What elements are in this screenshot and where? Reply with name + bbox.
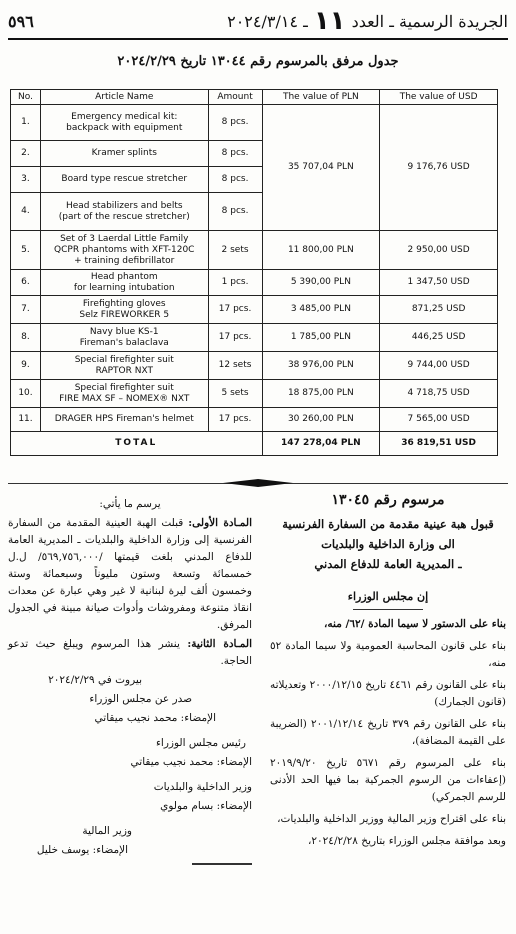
row-pln: 5 390,00 PLN — [262, 270, 380, 296]
decree-subject-line: قبول هبة عينية مقدمة من السفارة الفرنسية — [282, 517, 494, 531]
annex-title: جدول مرفق بالمرسوم رقم ١٣٠٤٤ تاريخ ٢٠٢٤/٢/٢٩ — [117, 54, 399, 69]
row-name — [40, 105, 208, 141]
row-no: 1. — [11, 105, 41, 141]
row-amount: 17 pcs. — [208, 324, 262, 352]
row-usd: 7 565,00 USD — [380, 408, 498, 432]
row-name — [40, 380, 208, 408]
signature-block — [8, 672, 252, 859]
table-row — [11, 352, 498, 380]
row-name-line: (part of the rescue stretcher) — [58, 211, 190, 222]
donation-table — [10, 89, 498, 456]
col-header-no: No. — [11, 90, 41, 105]
row-pln: 38 976,00 PLN — [262, 352, 380, 380]
row-usd: 1 347,50 USD — [380, 270, 498, 296]
row-amount: 5 sets — [208, 380, 262, 408]
row-name-line: Set of 3 Laerdal Little Family — [60, 233, 189, 244]
merged-pln-cell: 35 707,04 PLN — [262, 105, 380, 231]
interior-minister-title: وزير الداخلية والبلديات — [153, 781, 252, 793]
row-usd: 871,25 USD — [380, 296, 498, 324]
row-pln: 30 260,00 PLN — [262, 408, 380, 432]
row-no: 7. — [11, 296, 41, 324]
row-name-line: QCPR phantoms with XFT-120C — [54, 244, 195, 255]
decree-basis — [270, 616, 506, 850]
row-name — [40, 270, 208, 296]
basis-clause: بناء على القانون رقم ٣٧٩ تاريخ ٢٠٠١/١٢/١٤ (الضريبة على القيمة المضافة)، — [270, 718, 506, 747]
row-amount: 8 pcs. — [208, 105, 262, 141]
row-no: 3. — [11, 167, 41, 193]
row-name: DRAGER HPS Fireman's helmet — [40, 408, 208, 432]
place-date: بيروت في ٢٠٢٤/٢/٢٩ — [48, 674, 142, 686]
row-usd: 4 718,75 USD — [380, 380, 498, 408]
row-name: Board type rescue stretcher — [40, 167, 208, 193]
row-no: 2. — [11, 141, 41, 167]
row-no: 8. — [11, 324, 41, 352]
table-row — [11, 324, 498, 352]
article-1 — [8, 515, 252, 634]
row-name: Kramer splints — [40, 141, 208, 167]
issue-date: ـ ٢٠٢٤/٣/١٤ — [227, 11, 308, 31]
table-row — [11, 380, 498, 408]
decree-subject-line: الى وزارة الداخلية والبلديات — [321, 537, 455, 551]
divider-ornament — [223, 479, 293, 487]
row-name-line: RAPTOR NXT — [95, 365, 153, 376]
row-name-line: Head stabilizers and belts — [65, 200, 183, 211]
signature-line: الإمضاء: بسام مولوي — [160, 800, 252, 812]
row-usd: 2 950,00 USD — [380, 231, 498, 270]
row-pln: 3 485,00 PLN — [262, 296, 380, 324]
row-name — [40, 231, 208, 270]
finance-minister-title: وزير المالية — [82, 825, 132, 837]
row-name-line: Special firefighter suit — [74, 382, 174, 393]
table-row — [11, 296, 498, 324]
gazette-name: الجريدة الرسمية ـ العدد — [351, 11, 508, 31]
table-row — [11, 231, 498, 270]
total-row — [11, 432, 498, 456]
decree-title: مرسوم رقم ١٣٠٤٥ — [331, 492, 445, 508]
row-amount: 8 pcs. — [208, 193, 262, 231]
total-usd: 36 819,51 USD — [380, 432, 498, 456]
basis-clause: بناء على الدستور لا سيما المادة /٦٢/ منه، — [324, 618, 506, 630]
gazette-heading — [227, 6, 508, 36]
issued-by: صدر عن مجلس الوزراء — [89, 693, 192, 705]
basis-clause: بناء على قانون المحاسبة العمومية ولا سيما المادة ٥٢ منه، — [270, 640, 506, 669]
row-name — [40, 296, 208, 324]
row-amount: 12 sets — [208, 352, 262, 380]
row-amount: 17 pcs. — [208, 296, 262, 324]
row-name-line: Special firefighter suit — [74, 354, 174, 365]
decree-preamble-column — [270, 490, 506, 855]
col-header-pln: The value of PLN — [262, 90, 380, 105]
row-name-line: Navy blue KS-1 — [89, 326, 159, 337]
row-name-line: backpack with equipment — [66, 122, 183, 133]
table-row — [11, 408, 498, 432]
row-name-line: Fireman's balaclava — [79, 337, 169, 348]
row-no: 4. — [11, 193, 41, 231]
page-header — [8, 6, 508, 36]
article-2 — [8, 636, 252, 670]
section-divider — [0, 480, 516, 488]
row-no: 6. — [11, 270, 41, 296]
pm-title: رئيس مجلس الوزراء — [155, 737, 246, 749]
signature-line: الإمضاء: محمد نجيب ميقاتي — [94, 712, 216, 724]
row-no: 9. — [11, 352, 41, 380]
decree-articles-column — [8, 496, 252, 865]
col-header-amount: Amount — [208, 90, 262, 105]
row-name-line: Selz FIREWORKER 5 — [79, 309, 170, 320]
council-heading: إن مجلس الوزراء — [347, 590, 429, 603]
signature-line: الإمضاء: يوسف خليل — [36, 844, 128, 856]
header-rule — [8, 38, 508, 40]
decree-subject — [270, 514, 506, 574]
page-number: ٥٩٦ — [8, 11, 34, 31]
basis-clause: بناء على اقتراح وزير المالية ووزير الداخلية والبلديات، — [277, 813, 506, 825]
row-amount: 17 pcs. — [208, 408, 262, 432]
row-name-line: for learning intubation — [73, 282, 175, 293]
article-2-text: ينشر هذا المرسوم ويبلغ حيث تدعو الحاجة. — [8, 638, 252, 667]
row-name-line: Emergency medical kit: — [71, 111, 178, 122]
article-1-label: المـادة الأولى: — [188, 517, 252, 529]
row-name — [40, 324, 208, 352]
row-name — [40, 352, 208, 380]
row-name-line: + training defibrillator — [74, 255, 175, 266]
total-label: TOTAL — [11, 432, 263, 456]
end-ornament — [192, 863, 252, 865]
issue-number: ١١ — [313, 6, 346, 36]
row-pln: 11 800,00 PLN — [262, 231, 380, 270]
article-1-text: قبلت الهبة العينية المقدمة من السفارة الفرنسية إلى وزارة الداخلية والبلديات ـ المديرية العامة للدفاع المدني بلغت قيمتها /٥٦٩,٧٥٦,٠٠٠/ ل.ل خمسمائة وتسعة وستون مليوناً وسبعمائة وستة وخمسون ألف ليرة لبنانية لا غير وهي عبارة عن معدات انقاذ متنوعة ومفروشات وأدوات صيانة مبينة في الجدول المرفق. — [8, 517, 252, 631]
row-no: 10. — [11, 380, 41, 408]
row-usd: 9 744,00 USD — [380, 352, 498, 380]
row-name-line: FIRE MAX SF – NOMEX® NXT — [59, 393, 190, 404]
row-amount: 8 pcs. — [208, 167, 262, 193]
total-pln: 147 278,04 PLN — [262, 432, 380, 456]
council-rule — [353, 609, 423, 610]
row-no: 11. — [11, 408, 41, 432]
basis-clause: وبعد موافقة مجلس الوزراء بتاريخ ٢٠٢٤/٢/٢٨، — [308, 835, 506, 847]
row-name — [40, 193, 208, 231]
table-row — [11, 105, 498, 141]
table-row — [11, 270, 498, 296]
row-amount: 2 sets — [208, 231, 262, 270]
row-name-line: Firefighting gloves — [82, 298, 166, 309]
row-pln: 1 785,00 PLN — [262, 324, 380, 352]
merged-usd-cell: 9 176,76 USD — [380, 105, 498, 231]
row-name-line: Head phantom — [90, 271, 158, 282]
article-2-label: المـادة الثانية: — [187, 638, 252, 650]
col-header-usd: The value of USD — [380, 90, 498, 105]
col-header-name: Article Name — [40, 90, 208, 105]
row-usd: 446,25 USD — [380, 324, 498, 352]
row-pln: 18 875,00 PLN — [262, 380, 380, 408]
row-amount: 8 pcs. — [208, 141, 262, 167]
decree-subject-line: ـ المديرية العامة للدفاع المدني — [314, 557, 462, 571]
table-header-row — [11, 90, 498, 105]
basis-clause: بناء على المرسوم رقم ٥٦٧١ تاريخ ٢٠١٩/٩/٢٠ (إعفاءات من الرسوم الجمركية بما فيها الحد الأدنى للرسم الجمركي) — [270, 757, 506, 803]
row-no: 5. — [11, 231, 41, 270]
signature-line: الإمضاء: محمد نجيب ميقاتي — [130, 756, 252, 768]
decrees-intro: يرسم ما يأتي: — [99, 498, 161, 510]
basis-clause: بناء على القانون رقم ٤٤٦١ تاريخ ٢٠٠٠/١٢/١٥ وتعديلاته (قانون الجمارك) — [270, 679, 506, 708]
row-amount: 1 pcs. — [208, 270, 262, 296]
